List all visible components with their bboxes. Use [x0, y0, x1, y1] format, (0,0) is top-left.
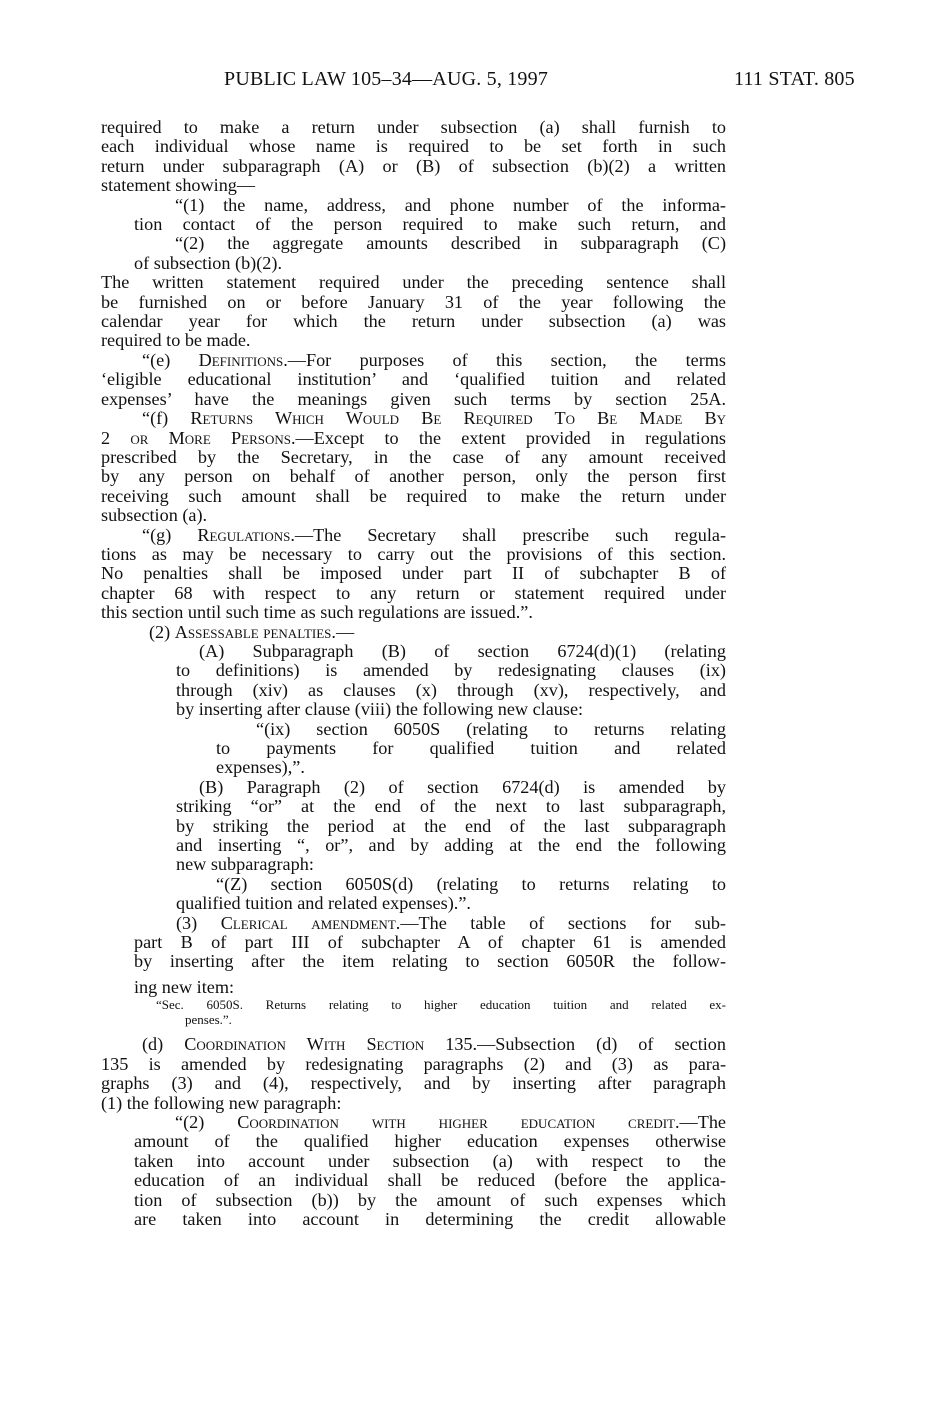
text-line-content: this section until such time as such regulations are issued.”.: [101, 603, 533, 623]
text-line-content: 2: [101, 428, 131, 448]
text-line-content: .—The: [674, 1112, 726, 1132]
section-heading: Returns Which Would Be Required To Be Made By: [190, 409, 726, 429]
text-line-content: (1) the following new paragraph:: [101, 1093, 342, 1113]
text-line-content: “(1) the name, address, and phone number of the informa-: [175, 195, 726, 215]
text-line-content: through (xiv) as clauses (x) through (xv), respectively, and: [176, 680, 726, 700]
text-line-content: new subparagraph:: [176, 855, 314, 875]
text-line-content: and inserting “, or”, and by adding at the end the following: [176, 836, 726, 856]
text-line: [101, 137, 726, 156]
text-line-content: (d): [142, 1035, 185, 1055]
text-line: [101, 157, 726, 176]
text-line-content: “(ix) section 6050S (relating to returns relating: [256, 719, 726, 739]
text-line-content: subsection (a).: [101, 506, 208, 526]
text-line-content: to definitions) is amended by redesignating clauses (ix): [176, 661, 726, 681]
text-line: [101, 390, 726, 409]
text-line: [101, 118, 726, 137]
text-line-content: (2): [149, 622, 175, 642]
statute-body-text: [101, 118, 726, 1229]
text-line-content: receiving such amount shall be required to make the return under: [101, 486, 726, 506]
text-line: [101, 855, 726, 874]
text-line-content: “(e): [142, 350, 199, 370]
text-line: [101, 1191, 726, 1210]
text-line: [101, 370, 726, 389]
text-line-content: education of an individual shall be reduced (before the applica-: [134, 1171, 726, 1191]
text-line: [101, 623, 726, 642]
text-line: [101, 700, 726, 719]
text-line: [101, 351, 726, 370]
text-line: [101, 506, 726, 525]
text-line-content: “(g): [142, 525, 198, 545]
text-line: [101, 739, 726, 758]
text-line: [101, 467, 726, 486]
text-line-content: striking “or” at the end of the next to last subparagraph,: [176, 797, 726, 817]
text-line: [101, 817, 726, 836]
text-line-content: “(Z) section 6050S(d) (relating to returns relating to: [216, 874, 726, 894]
text-line: [101, 564, 726, 583]
text-line-content: .—Except to the extent provided in regulations: [290, 428, 726, 448]
text-line-content: qualified tuition and related expenses).”.: [176, 894, 471, 914]
text-line-content: .—For purposes of this section, the terms: [283, 350, 726, 370]
text-line: [101, 312, 726, 331]
text-line-content: are taken into account in determining the credit allowable: [134, 1209, 726, 1229]
text-line: [101, 273, 726, 292]
text-line-content: return under subparagraph (A) or (B) of subsection (b)(2) a written: [101, 156, 726, 176]
text-line-content: graphs (3) and (4), respectively, and by inserting after paragraph: [101, 1074, 726, 1094]
text-line: [101, 661, 726, 680]
text-line-content: taken into account under subsection (a) with respect to the: [134, 1151, 726, 1171]
text-line-content: tions as may be necessary to carry out the provisions of this section.: [101, 544, 726, 564]
text-line-content: of subsection (b)(2).: [134, 253, 282, 273]
text-line-content: amount of the qualified higher education expenses otherwise: [134, 1132, 726, 1152]
text-line: [101, 933, 726, 952]
text-line-content: (B) Paragraph (2) of section 6724(d) is amended by: [199, 777, 726, 797]
text-line: [101, 176, 726, 195]
text-line: [101, 526, 726, 545]
text-line: [101, 778, 726, 797]
text-line-content: penses.”.: [185, 1012, 232, 1028]
text-line-content: .—Subsection (d) of section: [472, 1035, 726, 1055]
statute-page-number: 111 STAT. 805: [734, 68, 855, 90]
text-line-content: be furnished on or before January 31 of the year following the: [101, 292, 726, 312]
text-line-content: “(2) the aggregate amounts described in subparagraph (C): [175, 234, 726, 254]
text-line-content: required to be made.: [101, 331, 251, 351]
text-line: [101, 1113, 726, 1132]
text-line: [101, 1012, 726, 1027]
text-line-content: 135 is amended by redesignating paragraphs (2) and (3) as para-: [101, 1054, 726, 1074]
text-line: [101, 1171, 726, 1190]
text-line-content: calendar year for which the return under subsection (a) was: [101, 312, 726, 332]
text-line: [101, 603, 726, 622]
text-line: [101, 545, 726, 564]
text-line: [101, 1132, 726, 1151]
text-line-content: The written statement required under the preceding sentence shall: [101, 273, 726, 293]
text-line: [101, 331, 726, 350]
text-line: [101, 894, 726, 913]
text-line: [101, 215, 726, 234]
text-line: [101, 409, 726, 428]
text-line: [101, 293, 726, 312]
text-line: [101, 584, 726, 603]
text-line: [101, 254, 726, 273]
section-heading: Coordination with higher education credit: [237, 1112, 675, 1132]
text-line: [101, 487, 726, 506]
text-line-content: “(f): [142, 409, 191, 429]
section-heading: Assessable penalties: [174, 622, 332, 642]
section-heading: or More Persons: [130, 428, 291, 448]
text-line-content: by striking the period at the end of the last subparagraph: [176, 816, 726, 836]
text-line: [101, 952, 726, 971]
text-line-content: .—The Secretary shall prescribe such regula-: [290, 525, 726, 545]
text-line: [101, 758, 726, 777]
text-line-content: tion contact of the person required to make such return, and: [134, 215, 726, 235]
text-line-content: chapter 68 with respect to any return or statement required under: [101, 583, 726, 603]
running-title: PUBLIC LAW 105–34—AUG. 5, 1997: [224, 68, 549, 90]
text-line: [101, 1152, 726, 1171]
text-line-content: expenses),”.: [216, 758, 305, 778]
text-line: [101, 1035, 726, 1054]
section-heading: Regulations: [197, 525, 291, 545]
text-line: [101, 997, 726, 1012]
section-heading: Clerical amendment: [220, 913, 396, 933]
text-line: [101, 1210, 726, 1229]
text-line: [101, 1094, 726, 1113]
text-line: [101, 875, 726, 894]
text-line-content: (A) Subparagraph (B) of section 6724(d)(1) (relating: [199, 641, 726, 661]
text-line-content: (3): [176, 913, 221, 933]
text-line: [101, 720, 726, 739]
text-line-content: prescribed by the Secretary, in the case of any amount received: [101, 447, 726, 467]
text-line-content: required to make a return under subsection (a) shall furnish to: [101, 118, 726, 137]
text-line-content: “(2): [175, 1112, 238, 1132]
text-line-content: tion of subsection (b)) by the amount of such expenses which: [134, 1190, 726, 1210]
text-line-content: to payments for qualified tuition and related: [216, 739, 726, 758]
text-line-content: “Sec. 6050S. Returns relating to higher education tuition and related ex-: [156, 997, 726, 1013]
text-line: [101, 448, 726, 467]
text-line: [101, 797, 726, 816]
text-line-content: each individual whose name is required to be set forth in such: [101, 137, 726, 157]
text-line-content: No penalties shall be imposed under part II of subchapter B of: [101, 564, 726, 584]
text-line: [101, 234, 726, 253]
text-line-content: .—: [331, 622, 355, 642]
text-line-content: part B of part III of subchapter A of chapter 61 is amended: [134, 933, 726, 953]
text-line: [101, 836, 726, 855]
text-line-content: by inserting after clause (viii) the following new clause:: [176, 700, 584, 720]
section-heading: Definitions: [198, 350, 284, 370]
text-line-content: ing new item:: [134, 977, 235, 997]
text-line-content: by any person on behalf of another person, only the person first: [101, 467, 726, 487]
text-line-content: expenses’ have the meanings given such terms by section 25A.: [101, 389, 726, 409]
text-line: [101, 914, 726, 933]
section-heading: Coordination With Section 135: [184, 1035, 473, 1055]
text-line: [101, 196, 726, 215]
text-line: [101, 681, 726, 700]
text-line: [101, 1074, 726, 1093]
text-line-content: statement showing—: [101, 176, 256, 196]
text-line: [101, 978, 726, 997]
text-line: [101, 642, 726, 661]
text-line-content: by inserting after the item relating to section 6050R the follow-: [134, 952, 726, 972]
text-line: [101, 1055, 726, 1074]
text-line-content: ‘eligible educational institution’ and ‘qualified tuition and related: [101, 370, 726, 390]
text-line: [101, 429, 726, 448]
text-line-content: .—The table of sections for sub-: [395, 913, 726, 933]
